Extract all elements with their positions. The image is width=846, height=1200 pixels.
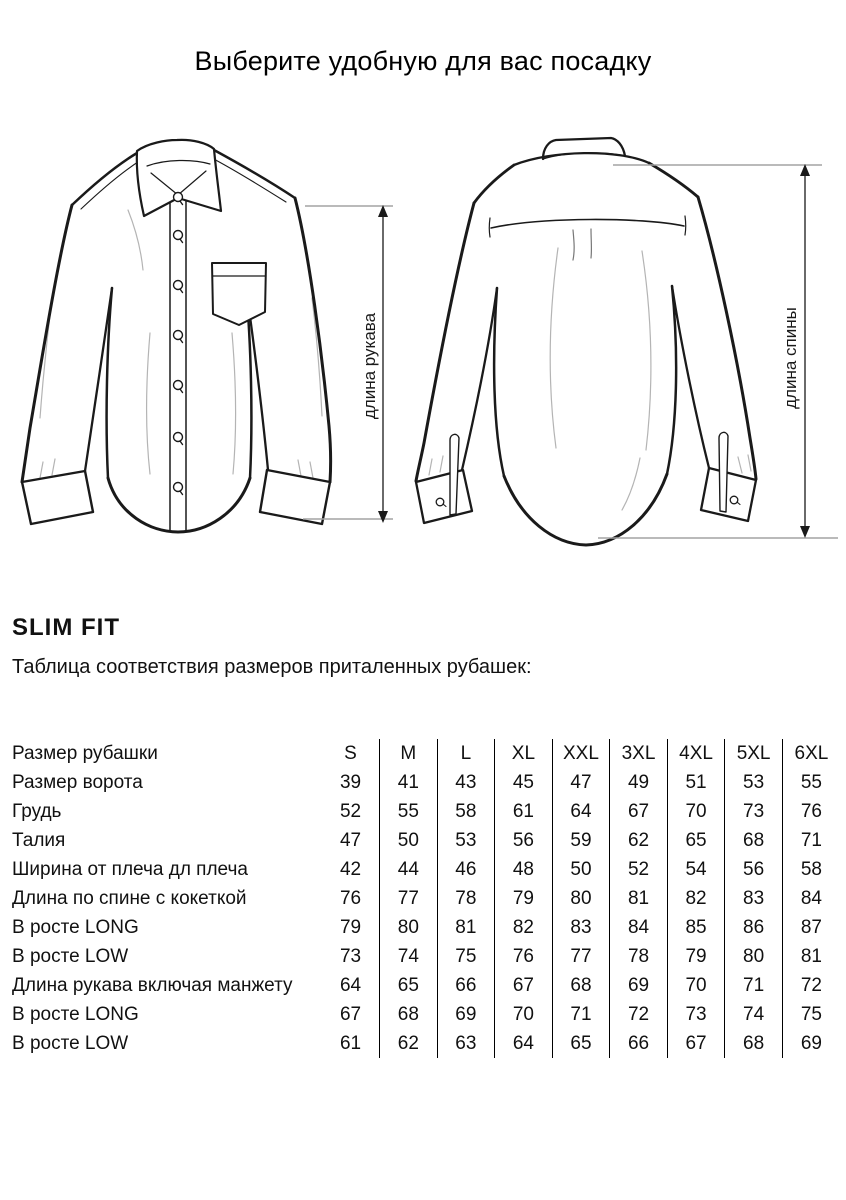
size-value-cell: 75 [437,942,495,971]
column-header-cell: S [344,742,357,764]
size-value-cell: 47 [552,768,610,797]
size-value-cell: 72 [610,1000,668,1029]
back-shirt-drawing [416,138,756,545]
size-value-cell: 82 [667,884,725,913]
row-label-cell: В росте LOW [12,945,129,967]
size-value-cell: 61 [339,1032,362,1054]
size-value-cell: 55 [380,797,438,826]
size-value-cell: 83 [725,884,783,913]
size-value-cell: 55 [782,768,840,797]
column-header-cell: 4XL [667,739,725,768]
table-row [12,1029,840,1058]
row-label-cell: Размер рубашки [12,742,158,764]
row-label-cell: Ширина от плеча дл плеча [12,858,248,880]
size-value-cell: 78 [610,942,668,971]
size-value-cell: 70 [495,1000,553,1029]
fit-heading: SLIM FIT [12,614,120,641]
size-value-cell: 71 [552,1000,610,1029]
column-header-cell: XXL [552,739,610,768]
size-value-cell: 64 [495,1029,553,1058]
size-value-cell: 76 [339,887,362,909]
size-value-cell: 56 [495,826,553,855]
size-value-cell: 56 [725,855,783,884]
size-value-cell: 73 [725,797,783,826]
row-label-cell: В росте LONG [12,916,139,938]
table-row [12,826,840,855]
size-table-body [12,739,840,1058]
size-value-cell: 43 [437,768,495,797]
size-value-cell: 66 [610,1029,668,1058]
size-value-cell: 84 [782,884,840,913]
size-value-cell: 83 [552,913,610,942]
column-header-cell: 6XL [782,739,840,768]
fit-subtitle: Таблица соответствия размеров приталенных рубашек: [12,656,532,678]
table-row [12,913,840,942]
size-value-cell: 74 [725,1000,783,1029]
back-pleat-lines [573,229,591,260]
collar [137,140,221,216]
size-value-cell: 49 [610,768,668,797]
size-value-cell: 70 [667,797,725,826]
table-row [12,797,840,826]
size-value-cell: 84 [610,913,668,942]
size-value-cell: 44 [380,855,438,884]
size-value-cell: 67 [339,1003,362,1025]
size-value-cell: 80 [380,913,438,942]
table-header-row [12,739,840,768]
table-row [12,855,840,884]
size-value-cell: 76 [495,942,553,971]
size-value-cell: 50 [380,826,438,855]
size-value-cell: 51 [667,768,725,797]
size-value-cell: 76 [782,797,840,826]
size-value-cell: 64 [552,797,610,826]
size-value-cell: 50 [552,855,610,884]
size-value-cell: 74 [380,942,438,971]
column-header-cell: XL [495,739,553,768]
size-value-cell: 67 [610,797,668,826]
table-row [12,971,840,1000]
size-value-cell: 72 [782,971,840,1000]
sleeve-length-label: длина рукава [360,312,379,420]
size-value-cell: 68 [725,1029,783,1058]
row-label-cell: Длина по спине с кокеткой [12,887,247,909]
size-value-cell: 69 [782,1029,840,1058]
column-header-cell: M [380,739,438,768]
size-value-cell: 78 [437,884,495,913]
size-value-cell: 77 [552,942,610,971]
size-value-cell: 68 [725,826,783,855]
page-title: Выберите удобную для вас посадку [194,46,652,76]
size-value-cell: 79 [667,942,725,971]
row-label-cell: Размер ворота [12,771,143,793]
size-value-cell: 58 [782,855,840,884]
front-right-cuff [260,470,330,524]
size-value-cell: 53 [437,826,495,855]
size-value-cell: 58 [437,797,495,826]
size-value-cell: 61 [495,797,553,826]
size-value-cell: 52 [339,800,362,822]
size-value-cell: 45 [495,768,553,797]
size-value-cell: 80 [725,942,783,971]
placket-buttons [174,193,183,495]
table-row [12,1000,840,1029]
size-value-cell: 52 [610,855,668,884]
size-table [12,739,840,1058]
size-value-cell: 80 [552,884,610,913]
size-value-cell: 59 [552,826,610,855]
size-value-cell: 87 [782,913,840,942]
size-value-cell: 67 [667,1029,725,1058]
back-crease-lines [429,248,751,510]
size-value-cell: 79 [339,916,362,938]
column-header-cell: 5XL [725,739,783,768]
size-value-cell: 66 [437,971,495,1000]
size-value-cell: 73 [339,945,362,967]
size-value-cell: 65 [380,971,438,1000]
chest-pocket [212,263,266,325]
size-value-cell: 63 [437,1029,495,1058]
table-row [12,884,840,913]
front-left-cuff [22,471,93,524]
size-value-cell: 85 [667,913,725,942]
back-right-cuff [701,432,756,521]
size-value-cell: 46 [437,855,495,884]
size-value-cell: 65 [667,826,725,855]
size-value-cell: 70 [667,971,725,1000]
size-value-cell: 75 [782,1000,840,1029]
size-value-cell: 69 [437,1000,495,1029]
size-value-cell: 81 [610,884,668,913]
row-label-cell: Грудь [12,800,62,822]
size-value-cell: 64 [339,974,362,996]
size-value-cell: 41 [380,768,438,797]
size-value-cell: 77 [380,884,438,913]
row-label-cell: В росте LOW [12,1032,129,1054]
size-value-cell: 69 [610,971,668,1000]
size-value-cell: 62 [610,826,668,855]
size-value-cell: 62 [380,1029,438,1058]
size-value-cell: 81 [782,942,840,971]
size-value-cell: 68 [552,971,610,1000]
size-value-cell: 81 [437,913,495,942]
size-value-cell: 79 [495,884,553,913]
size-value-cell: 82 [495,913,553,942]
size-value-cell: 53 [725,768,783,797]
size-value-cell: 42 [339,858,362,880]
table-row [12,942,840,971]
size-value-cell: 68 [380,1000,438,1029]
size-value-cell: 47 [339,829,362,851]
size-value-cell: 65 [552,1029,610,1058]
size-value-cell: 73 [667,1000,725,1029]
size-value-cell: 71 [782,826,840,855]
size-value-cell: 71 [725,971,783,1000]
back-length-label: длина спины [781,307,800,409]
shirt-diagrams [0,118,846,588]
front-shirt-drawing [22,140,331,532]
size-value-cell: 86 [725,913,783,942]
size-value-cell: 39 [339,771,362,793]
column-header-cell: 3XL [610,739,668,768]
row-label-cell: Талия [12,829,66,851]
table-row [12,768,840,797]
size-value-cell: 48 [495,855,553,884]
row-label-cell: В росте LONG [12,1003,139,1025]
column-header-cell: L [437,739,495,768]
size-value-cell: 67 [495,971,553,1000]
row-label-cell: Длина рукава включая манжету [12,974,293,996]
size-value-cell: 54 [667,855,725,884]
